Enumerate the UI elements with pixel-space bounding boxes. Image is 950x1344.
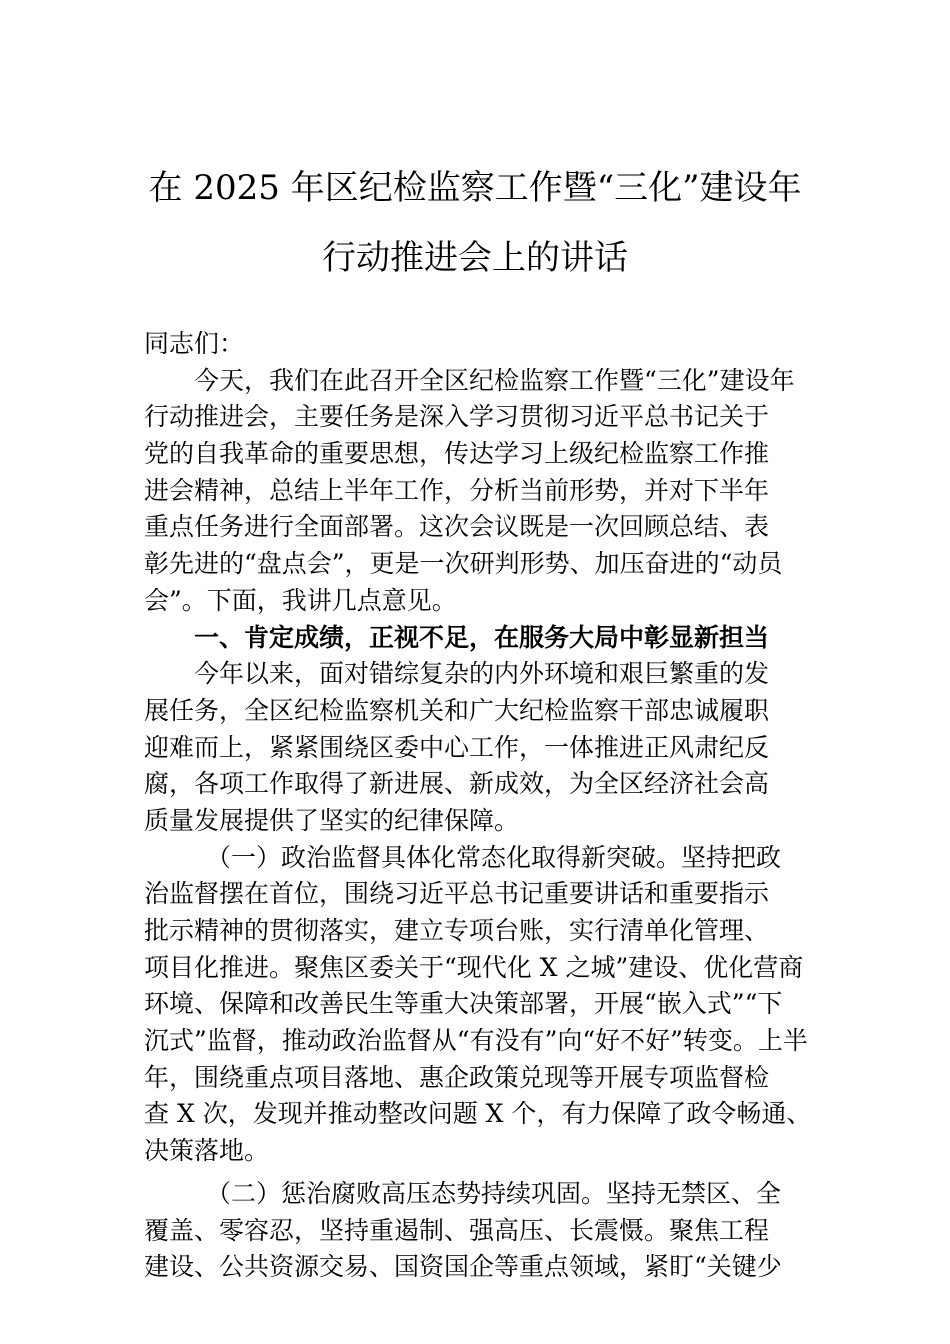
paragraph — [144, 363, 816, 620]
paragraph-line: 腐，各项工作取得了新进展、新成效，为全区经济社会高 — [144, 769, 770, 799]
paragraph-line: 行动推进会，主要任务是深入学习贯彻习近平总书记关于 — [144, 402, 770, 432]
paragraph-line: 会”。下面，我讲几点意见。 — [144, 585, 457, 615]
paragraph-line: 批示精神的贯彻落实，建立专项台账，实行清单化管理、 — [144, 916, 770, 945]
paragraph-line: 查 X 次，发现并推动整改问题 X 个，有力保障了政令畅通、 — [144, 1099, 812, 1129]
section-heading — [144, 620, 816, 657]
paragraph-list — [144, 363, 816, 1286]
paragraph — [144, 840, 816, 1170]
paragraph-line: 覆盖、零容忍，坚持重遏制、强高压、长震慑。聚焦工程 — [144, 1215, 770, 1245]
paragraph-line: 今年以来，面对错综复杂的内外环境和艰巨繁重的发 — [194, 659, 770, 689]
paragraph-line: 治监督摆在首位，围绕习近平总书记重要讲话和重要指示 — [144, 879, 770, 909]
paragraph-line: 党的自我革命的重要思想，传达学习上级纪检监察工作推 — [144, 439, 770, 469]
paragraph-line: 进会精神，总结上半年工作，分析当前形势，并对下半年 — [144, 475, 770, 505]
paragraph-line: （一）政治监督具体化常态化取得新突破。坚持把政 — [206, 842, 782, 872]
paragraph-line: 今天，我们在此召开全区纪检监察工作暨“三化”建设年 — [194, 365, 795, 395]
document-title-line-1: 在 2025 年区纪检监察工作暨“三化”建设年 — [148, 168, 802, 208]
paragraph-line: 建设、公共资源交易、国资国企等重点领域，紧盯“关键少 — [144, 1252, 782, 1282]
paragraph-line: （二）惩治腐败高压态势持续巩固。坚持无禁区、全 — [206, 1178, 782, 1208]
paragraph-line: 一、肯定成绩，正视不足，在服务大局中彰显新担当 — [194, 622, 770, 652]
paragraph-line: 项目化推进。聚焦区委关于“现代化 X 之城”建设、优化营商 — [144, 952, 804, 982]
paragraph — [144, 656, 816, 839]
paragraph-line: 展任务，全区纪检监察机关和广大纪检监察干部忠诚履职 — [144, 695, 770, 725]
paragraph-line: 彰先进的“盘点会”，更是一次研判形势、加压奋进的“动员 — [144, 549, 783, 579]
paragraph-line: 迎难而上，紧紧围绕区委中心工作，一体推进正风肃纪反 — [144, 732, 770, 762]
salutation: 同志们： — [144, 329, 245, 358]
document-body — [144, 326, 816, 1286]
document-title-line-2: 行动推进会上的讲话 — [322, 238, 628, 278]
paragraph-line: 年，围绕重点项目落地、惠企政策兑现等开展专项监督检 — [144, 1062, 770, 1092]
paragraph — [144, 1176, 816, 1286]
paragraph-line: 决策落地。 — [144, 1136, 270, 1166]
paragraph-line: 质量发展提供了坚实的纪律保障。 — [144, 805, 520, 835]
paragraph-line: 重点任务进行全面部署。这次会议既是一次回顾总结、表 — [144, 512, 770, 542]
paragraph-line: 沉式”监督，推动政治监督从“有没有”向“好不好”转变。上半 — [144, 1026, 808, 1056]
paragraph-line: 环境、保障和改善民生等重大决策部署，开展“嵌入式”“下 — [144, 989, 783, 1019]
